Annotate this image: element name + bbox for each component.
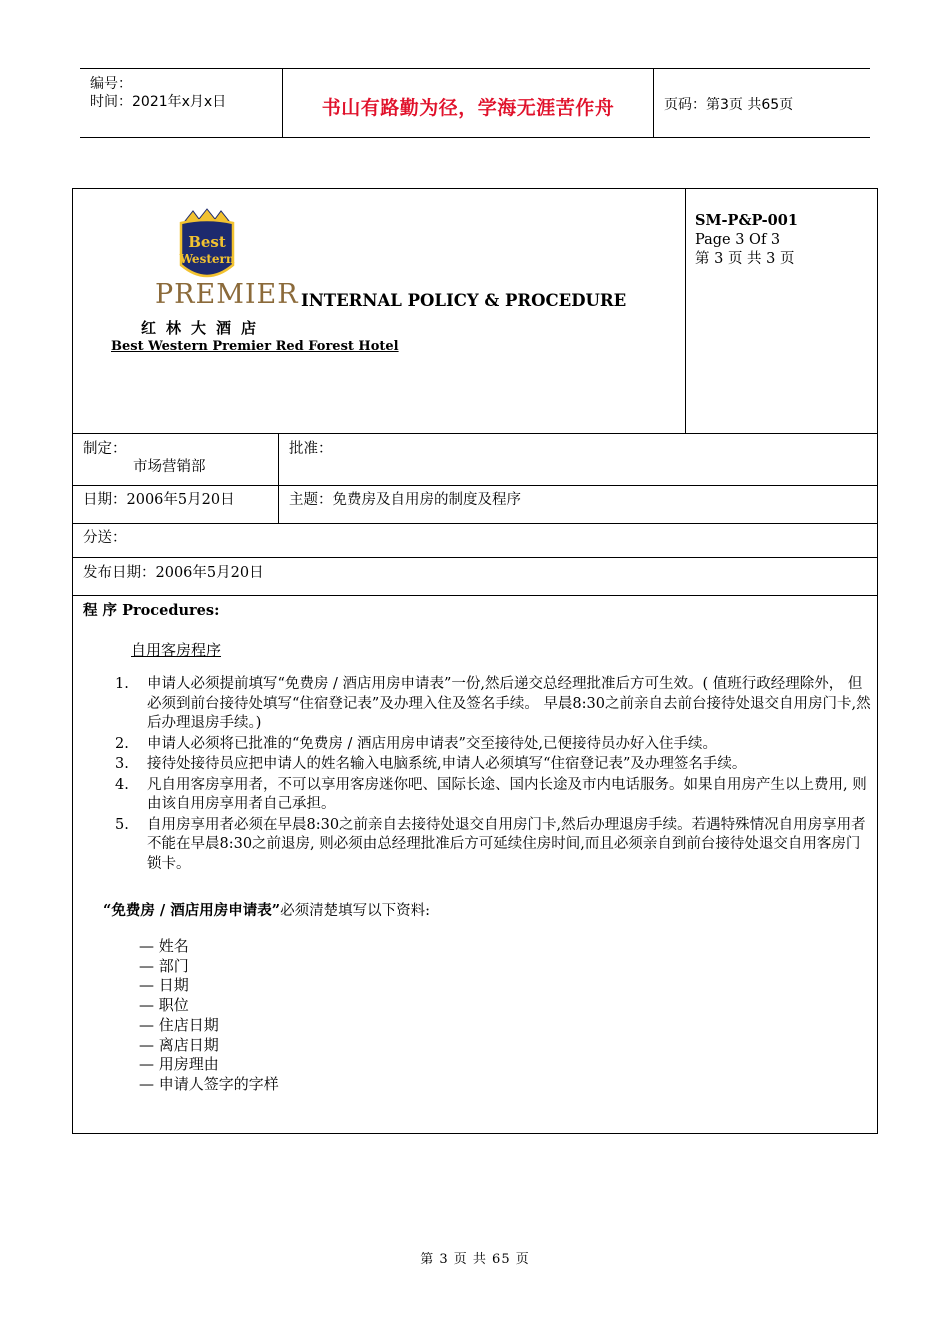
divider — [73, 485, 877, 486]
approved-label: 批准： — [289, 441, 333, 457]
header-meta-cell — [80, 69, 283, 137]
step-number: 4. — [115, 776, 129, 793]
hotel-name-cn: 红林大酒店 — [141, 319, 267, 337]
divider — [685, 189, 686, 433]
form-name: “免费房 / 酒店用房申请表” — [103, 902, 281, 919]
step-number: 2. — [115, 735, 129, 752]
page-cn: 第 3 页 共 3 页 — [695, 251, 795, 267]
document-code: SM-P&P-001 — [695, 212, 798, 229]
logo-word-best: Best — [188, 233, 226, 251]
list-item: — 职位 — [139, 996, 189, 1015]
list-item: — 住店日期 — [139, 1015, 219, 1034]
step-text: 自用房享用者必须在早晨8:30之前亲自去接待处退交自用房门卡,然后办理退房手续。若遇特殊情况自用房享用者不能在早晨8:30之前退房, 则必须由总经理批准后方可延续住房时间,而且必须亲自到前台接待处退交自用客房门锁卡。 — [147, 816, 866, 872]
motto: 书山有路勤为径，学海无涯苦作舟 — [321, 97, 615, 119]
procedure-steps — [103, 675, 873, 875]
distribution-label: 分送： — [83, 530, 127, 546]
number-label: 编号： — [90, 76, 132, 92]
document-code-block — [695, 211, 798, 270]
divider — [73, 523, 877, 524]
divider — [73, 595, 877, 596]
procedure-step — [103, 776, 873, 815]
list-item: — 离店日期 — [139, 1035, 219, 1054]
header-motto-cell — [283, 69, 654, 137]
procedure-step — [103, 816, 873, 875]
form-requirements — [103, 899, 430, 920]
page-footer: 第 3 页 共 65 页 — [420, 1252, 530, 1267]
divider — [73, 557, 877, 558]
step-text: 接待处接待员应把申请人的姓名输入电脑系统,申请人必须填写“住宿登记表”及办理签名手续。 — [147, 756, 747, 772]
made-by-value: 市场营销部 — [133, 459, 206, 475]
procedure-step — [103, 675, 873, 734]
section-title: 自用客房程序 — [131, 641, 222, 659]
procedure-step — [103, 755, 873, 775]
list-item: — 用房理由 — [139, 1055, 219, 1074]
step-text: 凡自用客房享用者，不可以享用客房迷你吧、国际长途、国内长途及市内电话服务。如果自用房产生以上费用, 则由该自用房享用者自己承担。 — [147, 776, 867, 812]
list-item: — 申请人签字的字样 — [139, 1074, 279, 1093]
release-date: 发布日期：2006年5月20日 — [83, 565, 264, 581]
page-en: Page 3 Of 3 — [695, 231, 781, 248]
list-item: — 姓名 — [139, 937, 189, 955]
step-number: 5. — [115, 816, 129, 833]
document-type: INTERNAL POLICY & PROCEDURE — [301, 291, 627, 310]
header-page-label: 页码：第3页 共65页 — [664, 97, 794, 113]
time-label: 时间：2021年x月x日 — [90, 94, 227, 110]
document-subject: 主题：免费房及自用房的制度及程序 — [289, 492, 521, 508]
step-text: 申请人必须将已批准的“免费房 / 酒店用房申请表”交至接待处,已便接待员办好入住手续。 — [147, 735, 718, 752]
step-number: 1. — [115, 676, 129, 692]
best-western-logo — [177, 207, 237, 285]
list-item: — 日期 — [139, 976, 189, 995]
logo-word-western: Western — [179, 252, 235, 266]
page-header — [80, 68, 870, 138]
hotel-name-en: Best Western Premier Red Forest Hotel — [111, 339, 399, 354]
divider — [278, 433, 279, 523]
procedure-step — [103, 735, 873, 755]
step-number: 3. — [115, 756, 129, 772]
document-date: 日期：2006年5月20日 — [83, 492, 235, 508]
made-by-label: 制定： — [83, 441, 127, 457]
policy-document — [72, 188, 878, 1134]
header-page-cell — [654, 69, 870, 137]
form-note-text: 必须清楚填写以下资料: — [280, 903, 430, 919]
required-fields — [139, 937, 279, 1095]
procedures-title: 程 序 Procedures: — [83, 602, 220, 619]
divider — [73, 433, 877, 434]
list-item: — 部门 — [139, 956, 189, 975]
premier-wordmark: PREMIER — [155, 279, 299, 310]
step-text: 申请人必须提前填写“免费房 / 酒店用房申请表”一份,然后递交总经理批准后方可生效。( 值班行政经理除外， 但必须到前台接待处填写“住宿登记表”及办理入住及签名手续。 早晨8:30之前亲自去前台接待处退交自用房门卡,然后办理退房手续。) — [147, 676, 871, 731]
